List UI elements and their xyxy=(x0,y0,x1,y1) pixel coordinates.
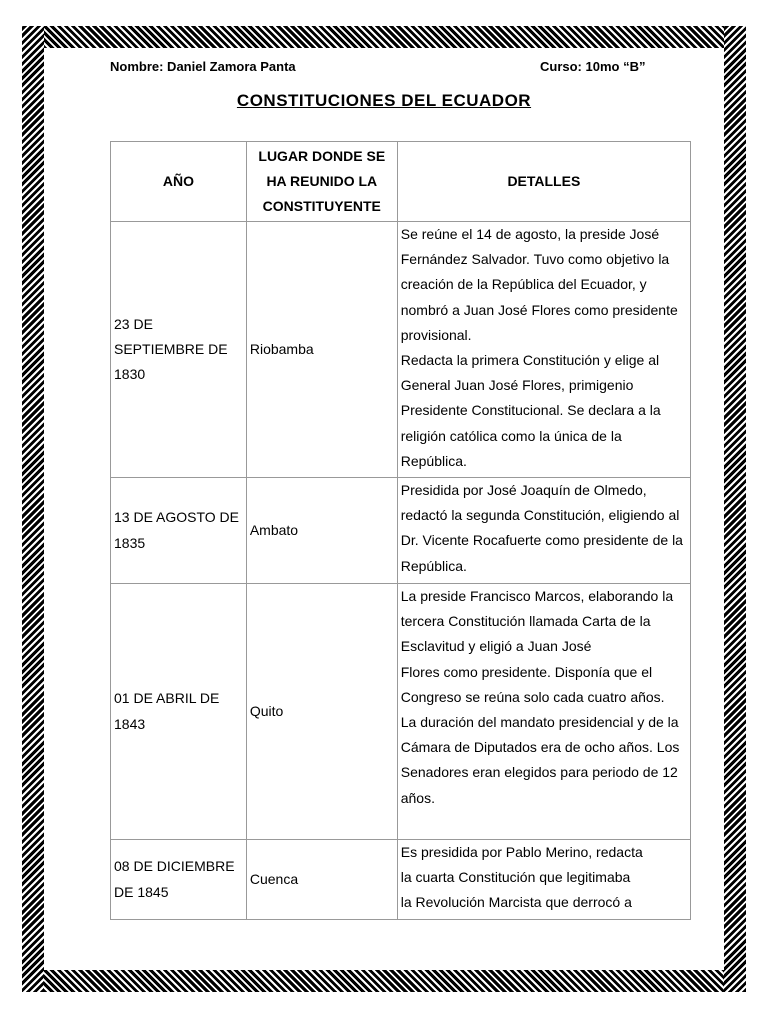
details-cell xyxy=(397,222,690,478)
details-cell xyxy=(397,584,690,840)
details-paragraph: Es presidida por Pablo Merino, redacta xyxy=(400,844,643,860)
table-row xyxy=(111,584,691,840)
year-cell: 23 DE SEPTIEMBRE DE 1830 xyxy=(111,222,247,478)
document-title: CONSTITUCIONES DEL ECUADOR xyxy=(236,91,532,110)
table-header-row xyxy=(111,142,691,222)
details-cell xyxy=(397,478,690,584)
place-cell: Quito xyxy=(246,584,397,840)
constitutions-table xyxy=(110,141,691,920)
place-cell: Cuenca xyxy=(246,840,397,920)
decorative-border-top xyxy=(22,26,746,48)
details-paragraph: Presidida por José Joaquín de Olmedo, redactó la segunda Constitución, eligiendo al Dr. Vicente Rocafuerte como presidente de la República. xyxy=(400,482,683,574)
student-name: Nombre: Daniel Zamora Panta xyxy=(110,59,296,74)
details-paragraph: La preside Francisco Marcos, elaborando la tercera Constitución llamada Carta de la Esclavitud y eligió a Juan José xyxy=(400,588,674,655)
details-cell xyxy=(397,840,690,920)
table-row xyxy=(111,840,691,920)
decorative-border-bottom xyxy=(22,970,746,992)
year-cell: 13 DE AGOSTO DE 1835 xyxy=(111,478,247,584)
year-cell: 01 DE ABRIL DE 1843 xyxy=(111,584,247,840)
column-header-year: AÑO xyxy=(111,142,247,222)
details-paragraph: Se reúne el 14 de agosto, la preside José Fernández Salvador. Tuvo como objetivo la creación de la República del Ecuador, y nombró a Juan José Flores como presidente provisional. xyxy=(400,226,678,343)
course-label: Curso: 10mo “B” xyxy=(540,59,646,74)
details-paragraph: Flores como presidente. Disponía que el Congreso se reúna solo cada cuatro años. xyxy=(400,663,665,705)
decorative-border-right xyxy=(724,26,746,992)
details-paragraph: La duración del mandato presidencial y de la Cámara de Diputados era de ocho años. Los Senadores eran elegidos para periodo de 12 años. xyxy=(400,714,680,806)
year-cell: 08 DE DICIEMBRE DE 1845 xyxy=(111,840,247,920)
decorative-border-left xyxy=(22,26,44,992)
column-header-place: LUGAR DONDE SE HA REUNIDO LA CONSTITUYENTE xyxy=(246,142,397,222)
details-paragraph: la cuarta Constitución que legitimaba xyxy=(400,869,631,886)
details-paragraph: la Revolución Marcista que derrocó a xyxy=(400,894,632,911)
place-cell: Ambato xyxy=(246,478,397,584)
place-cell: Riobamba xyxy=(246,222,397,478)
details-paragraph: Redacta la primera Constitución y elige al General Juan José Flores, primigenio Presidente Constitucional. Se declara a la religión católica como la única de la República. xyxy=(400,352,661,469)
column-header-details: DETALLES xyxy=(397,142,690,222)
table-row xyxy=(111,478,691,584)
table-row xyxy=(111,222,691,478)
